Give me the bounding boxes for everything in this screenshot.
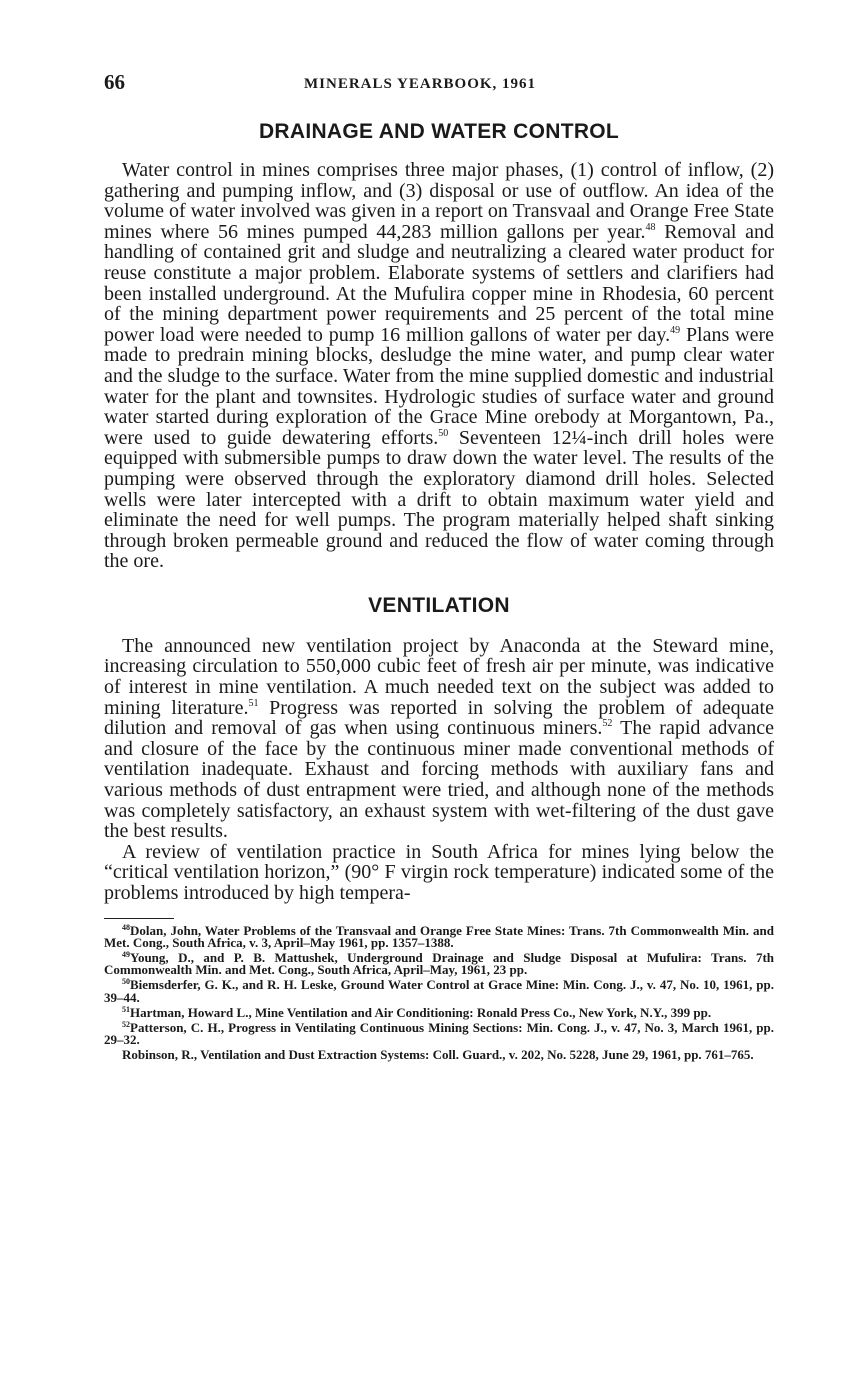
footnote-ref: 51	[248, 697, 259, 709]
footnote	[104, 979, 774, 1003]
footnote-ref: 52	[602, 718, 613, 730]
page-number: 66	[104, 70, 125, 94]
text-segment: Water control in mines comprises three major phases, (1) control of inflow, (2) gathering and pumping inflow, and (3) disposal or use of outflow. An idea of the volume of water involved was given in a report on Transvaal and Orange Free State mines where 56 mines pumped 44,283 million gallons per year.	[104, 159, 774, 243]
section-heading-ventilation: VENTILATION	[368, 593, 510, 617]
running-head	[104, 66, 774, 96]
footnote-ref: 49	[670, 324, 681, 336]
paragraph	[104, 636, 774, 842]
footnote	[104, 922, 774, 950]
footnote-text: Patterson, C. H., Progress in Ventilating Continuous Mining Sections: Min. Cong. J., v. 47, No. 3, March 1961, pp. 29–32.	[104, 1020, 774, 1048]
footnote-text: Hartman, Howard L., Mine Ventilation and Air Conditioning: Ronald Press Co., New York, N.Y., 399 pp.	[130, 1004, 712, 1020]
footnote-mark: 49	[122, 950, 130, 959]
footnote-text: Dolan, John, Water Problems of the Transvaal and Orange Free State Mines: Trans. 7th Commonwealth Min. and Met. Cong., South Africa, v. 3, April–May 1961, pp. 1357–1388.	[104, 922, 774, 950]
footnote-ref: 50	[438, 427, 449, 439]
footnote-text: Robinson, R., Ventilation and Dust Extraction Systems: Coll. Guard., v. 202, No. 5228, June 29, 1961, pp. 761–765.	[122, 1047, 754, 1063]
text-segment: Plans were made to predrain mining blocks, desludge the mine water, and pump clear water and the sludge to the surface. Water from the mine supplied domestic and industrial water for the plant and townsites. Hydrologic studies of surface water and ground water started during exploration of the Grace Mine orebody at Morgantown, Pa., were used to guide dewatering efforts.	[104, 323, 774, 449]
footnote	[104, 952, 774, 976]
footnote	[104, 1004, 774, 1020]
journal-title: MINERALS YEARBOOK, 1961	[304, 76, 537, 92]
footnote	[104, 1049, 774, 1061]
footnote-text: Biemsderfer, G. K., and R. H. Leske, Ground Water Control at Grace Mine: Min. Cong. J., v. 47, No. 10, 1961, pp. 39–44.	[104, 977, 774, 1005]
page	[104, 66, 774, 1065]
paragraph	[104, 842, 774, 904]
text-segment: Removal and handling of contained grit and sludge and neutralizing a cleared water product for reuse constitute a major problem. Elaborate systems of settlers and clarifiers had been installed underground. At the Mufulira copper mine in Rhodesia, 60 percent of the mining department power requirements and 25 percent of the total mine power load were needed to pump 16 million gallons of water per day.	[104, 220, 774, 346]
paragraph	[104, 160, 774, 572]
text-segment: The rapid advance and closure of the face by the continuous miner made conventional methods of ventilation inadequate. Exhaust and forcing methods with auxiliary fans and various methods of dust entrapment were tried, and although none of the methods was completely satisfactory, an exhaust system with wet-filtering of the dust gave the best results.	[104, 717, 774, 843]
footnotes	[104, 922, 774, 1063]
text-segment: Progress was reported in solving the problem of adequate dilution and removal of gas when using continuous miners.	[104, 696, 774, 740]
footnote-mark: 51	[122, 1004, 130, 1014]
footnote-divider	[104, 918, 174, 919]
text-segment: The announced new ventilation project by Anaconda at the Steward mine, increasing circulation to 550,000 cubic feet of fresh air per minute, was indicative of interest in mine ventilation. A much needed text on the subject was added to mining literature.	[104, 634, 774, 719]
footnote-mark: 52	[122, 1020, 130, 1030]
footnote-ref: 48	[645, 221, 656, 233]
footnote	[104, 1022, 774, 1046]
text-segment: A review of ventilation practice in South Africa for mines lying below the “critical ventilation horizon,” (90° F virgin rock temperature) indicated some of the problems introduced by high tempera-	[104, 840, 774, 904]
footnote-mark: 48	[122, 922, 130, 932]
footnote-text: Young, D., and P. B. Mattushek, Underground Drainage and Sludge Disposal at Mufulira: Trans. 7th Commonwealth Min. and Met. Cong., South Africa, April–May, 1961, 23 pp.	[104, 950, 774, 978]
section-heading-drainage: DRAINAGE AND WATER CONTROL	[258, 120, 620, 143]
text-segment: Seventeen 12¼-inch drill holes were equipped with submersible pumps to draw down the water level. The results of the pumping were observed through the exploratory diamond drill holes. Selected wells were later intercepted with a drift to obtain maximum water yield and eliminate the need for well pumps. The program materially helped shaft sinking through broken permeable ground and reduced the flow of water coming through the ore.	[104, 426, 774, 573]
footnote-mark: 50	[122, 977, 130, 987]
